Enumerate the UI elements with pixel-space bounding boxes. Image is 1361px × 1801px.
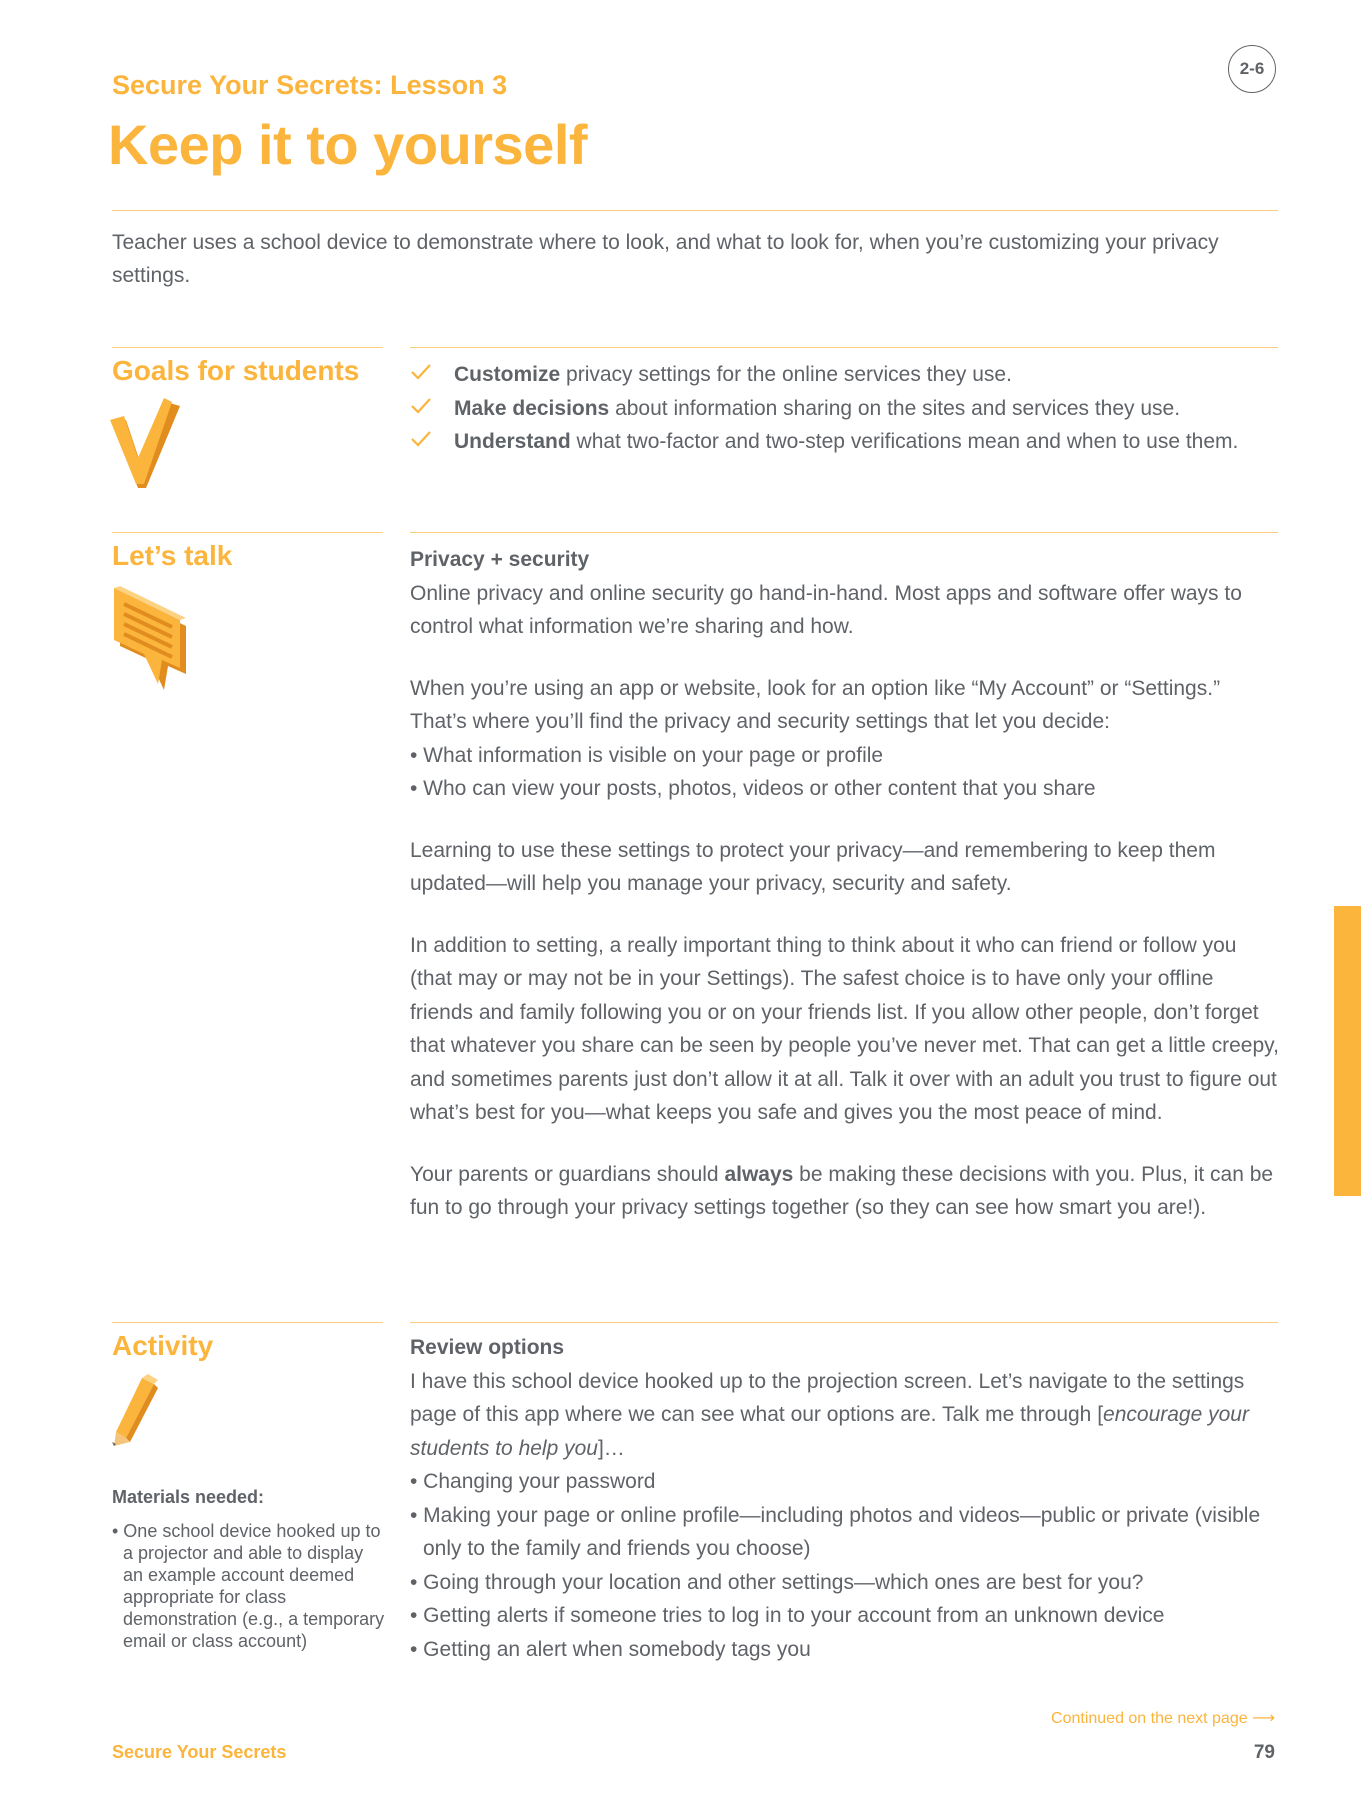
p5-emphasis: always xyxy=(724,1162,794,1186)
check-icon xyxy=(410,395,432,417)
goal-item xyxy=(410,358,1290,392)
goal-text: privacy settings for the online services they use. xyxy=(560,363,1012,386)
header-divider xyxy=(112,210,1278,211)
speech-bubble-icon xyxy=(110,586,192,692)
activity-divider-right xyxy=(410,1322,1278,1323)
materials-list: • One school device hooked up to a projector and able to display an example account deemed appropriate for class demonstration (e.g., a temporary email or class account) xyxy=(112,1521,385,1651)
pencil-icon xyxy=(110,1374,160,1446)
lets-talk-paragraph: In addition to setting, a really important thing to think about it who can friend or follow you (that may or may not be in your Settings). The safest choice is to have only your offline friends and family following you or on your friends list. If you allow other people, don’t forget that whatever you share can be seen by people you’ve never met. That can get a little creepy, and sometimes parents just don’t allow it at all. Talk it over with an adult you trust to figure out what’s best for you—what keeps you safe and gives you the most peace of mind. xyxy=(410,933,1279,1124)
p5-end: be making these decisions with you. Plus, it can be fun to go through your privacy settings together (so they can see how smart you are!). xyxy=(410,1162,1274,1219)
goals-title: Goals for students xyxy=(112,355,360,386)
page-number: 79 xyxy=(1253,1742,1275,1763)
lets-talk-subhead: Privacy + security xyxy=(410,548,590,571)
goal-text: what two-factor and two-step verifications mean and when to use them. xyxy=(570,430,1239,453)
check-icon xyxy=(410,361,432,383)
goal-item xyxy=(410,392,1290,426)
chapter-side-tab xyxy=(1334,906,1361,1196)
list-item: • Getting an alert when somebody tags you xyxy=(410,1637,811,1661)
activity-italic-text: encourage your students to help you xyxy=(410,1403,1249,1460)
page-title: Keep it to yourself xyxy=(108,113,588,176)
footer-section-title: Secure Your Secrets xyxy=(112,1742,287,1762)
activity-paragraph xyxy=(410,1365,1280,1466)
activity-divider-left xyxy=(112,1322,383,1323)
activity-text-end: ]… xyxy=(597,1436,625,1460)
goal-bold: Customize xyxy=(454,363,561,386)
p5-start: Your parents or guardians should xyxy=(410,1162,725,1186)
lets-talk-paragraph: Online privacy and online security go hand-in-hand. Most apps and software offer ways to control what information we’re sharing and how. xyxy=(410,581,1242,638)
talk-divider-right xyxy=(410,532,1278,533)
lets-talk-paragraph xyxy=(410,1158,1280,1225)
goals-divider-left xyxy=(112,347,383,348)
list-item: • Who can view your posts, photos, videos or other content that you share xyxy=(410,777,1096,800)
lets-talk-paragraph: Learning to use these settings to protect your privacy—and remembering to keep them updated—will help you manage your privacy, security and safety. xyxy=(410,838,1216,895)
goal-bold: Make decisions xyxy=(454,396,610,420)
lets-talk-title: Let’s talk xyxy=(112,540,233,571)
lets-talk-body xyxy=(410,543,1280,1225)
activity-title: Activity xyxy=(112,1330,214,1361)
talk-divider-left xyxy=(112,532,383,533)
activity-subhead: Review options xyxy=(410,1336,565,1359)
checkmark-icon xyxy=(110,398,185,490)
goal-bold: Understand xyxy=(454,430,571,453)
continued-link[interactable]: Continued on the next page ⟶ xyxy=(1051,1710,1275,1727)
check-icon xyxy=(410,428,432,450)
list-item: • Going through your location and other settings—which ones are best for you? xyxy=(410,1570,1144,1594)
list-item: • Getting alerts if someone tries to log in to your account from an unknown device xyxy=(410,1604,1165,1627)
goals-list xyxy=(410,358,1290,459)
list-item: • What information is visible on your page or profile xyxy=(410,743,884,767)
list-item: • Making your page or online profile—including photos and videos—public or private (visible only to the family and friends you choose) xyxy=(410,1503,1261,1560)
activity-text: I have this school device hooked up to the projection screen. Let’s navigate to the settings page of this app where we can see what our options are. Talk me through [ xyxy=(410,1369,1245,1426)
page-badge: 2-6 xyxy=(1228,45,1276,93)
intro-text: Teacher uses a school device to demonstrate where to look, and what to look for, when you’re customizing your privacy settings. xyxy=(112,231,1219,287)
lets-talk-paragraph: When you’re using an app or website, look for an option like “My Account” or “Settings.” That’s where you’ll find the privacy and security settings that let you decide: xyxy=(410,676,1221,733)
goals-divider-right xyxy=(410,347,1278,348)
activity-body xyxy=(410,1331,1280,1666)
lesson-label: Secure Your Secrets: Lesson 3 xyxy=(112,70,508,100)
goal-text: about information sharing on the sites and services they use. xyxy=(609,396,1181,420)
goal-item xyxy=(410,425,1290,459)
list-item: • Changing your password xyxy=(410,1470,656,1493)
materials-title: Materials needed: xyxy=(112,1487,265,1507)
